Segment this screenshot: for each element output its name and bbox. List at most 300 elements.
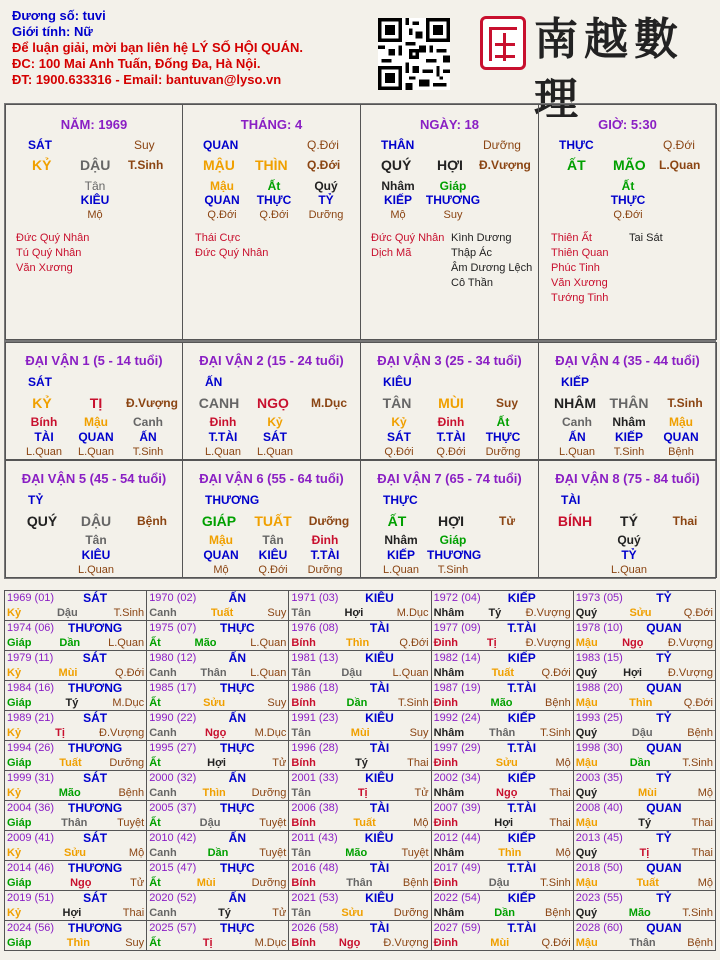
year-sao: TỶ (656, 711, 672, 725)
tang-can: Ất (621, 179, 635, 193)
year-label: 1977 (09) (433, 622, 481, 634)
dai-van-tang-sao: KIÊU (258, 548, 288, 562)
year-tt: Bệnh (402, 877, 429, 889)
year-tt: Mộ (128, 847, 145, 859)
header-info (12, 8, 303, 88)
year-cell[interactable] (431, 831, 573, 861)
year-can: Nhâm (433, 667, 465, 679)
year-can: Quý (575, 907, 598, 919)
pillar-chi-right: Q.Đới (307, 158, 341, 172)
dai-van-tang-tt: L.Quan (256, 446, 294, 458)
pillar-chi-right: T.Sinh (128, 158, 164, 172)
year-tt: Thai (549, 787, 571, 799)
year-can: Đinh (433, 937, 459, 949)
year-chi: Dần (629, 757, 651, 769)
year-chi: Ngọ (70, 877, 92, 889)
pillar-notes: Thái Cực Đức Quý Nhân (195, 232, 269, 259)
consult-line: Để luận giải, mời bạn liên hệ LÝ SỐ HỘI QUÁN. (12, 40, 303, 55)
year-cell[interactable] (573, 621, 715, 651)
dai-van-tang-tt: Q.Đới (436, 446, 466, 458)
year-sao: THỰC (220, 681, 255, 695)
dai-van-tang-tt: Mộ (213, 564, 229, 576)
year-tt: Bệnh (687, 937, 713, 949)
year-tt: Bệnh (118, 787, 145, 799)
dai-van-tang-can: Ất (496, 415, 510, 429)
pillar-title: GIỜ: 5:30 (598, 117, 657, 132)
year-can: Mậu (575, 697, 598, 709)
year-chi: Mùi (637, 787, 657, 799)
dai-van-tang-sao: QUAN (203, 548, 239, 562)
year-can: Kỷ (7, 787, 22, 799)
year-cell[interactable] (431, 801, 573, 831)
dai-van-chi: MÙI (438, 395, 464, 411)
year-chi: Tý (65, 697, 79, 709)
gender: Giới tính: Nữ (12, 24, 93, 39)
year-cell[interactable] (289, 831, 431, 861)
dai-van-tang-sao: KIÊU (81, 548, 111, 562)
year-label: 1970 (02) (149, 592, 197, 604)
pillar-sao-left: QUAN (203, 138, 239, 152)
year-cell[interactable] (5, 861, 147, 891)
dai-van-tang-tt: L.Quan (382, 564, 420, 576)
year-tt: T.Sinh (682, 907, 713, 919)
year-sao: ẤN (228, 711, 246, 725)
year-can: Ất (149, 817, 161, 829)
year-tt: M.Dục (254, 937, 287, 949)
dai-van-tang-sao: T.TÀI (436, 430, 466, 444)
luu-nien-table (4, 590, 716, 951)
dai-van-tang-sao: SÁT (387, 430, 411, 444)
year-cell[interactable] (147, 621, 289, 651)
year-chi: Tị (202, 937, 213, 949)
year-can: Giáp (7, 937, 32, 949)
year-cell[interactable] (431, 891, 573, 921)
pillars-grid (4, 103, 716, 341)
year-chi: Dậu (341, 667, 363, 679)
year-sao: KIẾP (507, 891, 536, 905)
year-cell[interactable] (147, 651, 289, 681)
year-cell[interactable] (147, 801, 289, 831)
year-cell[interactable] (431, 591, 573, 621)
year-cell[interactable] (573, 711, 715, 741)
year-cell[interactable] (289, 801, 431, 831)
year-cell[interactable] (431, 921, 573, 951)
year-chi: Dậu (488, 877, 510, 889)
year-label: 1979 (11) (7, 652, 54, 664)
year-chi: Mão (628, 907, 651, 919)
year-cell[interactable] (5, 801, 147, 831)
year-tt: M.Dục (254, 727, 287, 739)
year-label: 2019 (51) (7, 892, 55, 904)
pillar-sao-right: Dưỡng (483, 138, 521, 152)
year-cell[interactable] (573, 831, 715, 861)
dai-van-title: ĐẠI VẬN 2 (15 - 24 tuổi) (199, 353, 344, 368)
dai-van-tt: T.Sinh (667, 396, 703, 410)
tang-sao: THỰC (610, 193, 646, 207)
year-label: 1994 (26) (7, 742, 55, 754)
year-tt: Tuyệt (117, 817, 145, 829)
year-chi: Thìn (66, 937, 90, 949)
year-tt: Q.Đới (683, 607, 713, 619)
year-sao: KIÊU (365, 651, 394, 665)
year-sao: TÀI (369, 801, 390, 815)
year-tt: Thai (691, 847, 713, 859)
pillar-ngay (360, 104, 539, 340)
year-chi: Mùi (490, 937, 510, 949)
dai-van-can: KỶ (32, 395, 52, 411)
dai-van-tang-can: Nhâm (384, 533, 418, 547)
dai-van-tang-tt: L.Quan (77, 446, 115, 458)
year-can: Quý (575, 607, 598, 619)
year-sao: THỰC (220, 861, 255, 875)
dai-van-2 (182, 342, 361, 460)
year-tt: Suy (125, 937, 145, 949)
year-cell[interactable] (289, 681, 431, 711)
year-cell[interactable] (431, 741, 573, 771)
year-cell[interactable] (5, 921, 147, 951)
tang-can: Nhâm (381, 179, 415, 193)
year-cell[interactable] (147, 831, 289, 861)
year-cell[interactable] (289, 591, 431, 621)
year-can: Nhâm (433, 727, 465, 739)
dai-van-tang-can: Đinh (311, 533, 339, 547)
year-can: Giáp (7, 697, 32, 709)
tang-tt: Q.Đới (259, 209, 289, 221)
year-cell[interactable] (289, 621, 431, 651)
dai-van-tang-can: Canh (562, 415, 592, 429)
year-chi: Tị (55, 727, 65, 739)
dai-van-7 (360, 460, 539, 578)
year-chi: Thìn (345, 637, 370, 649)
year-label: 2021 (53) (291, 892, 339, 904)
year-cell[interactable] (5, 591, 147, 621)
pillar-can: MẬU (203, 157, 235, 173)
year-can: Đinh (433, 817, 459, 829)
year-can: Đinh (433, 637, 459, 649)
dai-van-sao: SÁT (28, 375, 52, 389)
dai-van-tang-can: Đinh (209, 415, 237, 429)
year-label: 2009 (41) (7, 832, 55, 844)
dai-van-tang-sao: KIẾP (386, 548, 415, 562)
year-label: 1997 (29) (433, 742, 481, 754)
year-label: 1973 (05) (575, 592, 623, 604)
pillar-notes-right: Tai Sát (629, 232, 663, 244)
year-sao: KIÊU (365, 591, 394, 605)
year-cell[interactable] (431, 771, 573, 801)
year-cell[interactable] (5, 621, 147, 651)
year-tt: Dưỡng (251, 877, 287, 889)
dai-van-tang-sao: ẤN (139, 430, 157, 444)
year-sao: THỰC (220, 621, 255, 635)
year-can: Mậu (575, 877, 598, 889)
year-can: Đinh (433, 877, 459, 889)
year-cell[interactable] (147, 771, 289, 801)
dai-van-tang-tt: Bệnh (668, 446, 694, 458)
year-chi: Tị (357, 787, 368, 799)
dai-van-8 (538, 460, 717, 578)
dai-van-sao: THỰC (383, 493, 418, 507)
pillar-title: THÁNG: 4 (240, 117, 303, 132)
year-cell[interactable] (289, 741, 431, 771)
dai-van-tang-can: Tân (262, 533, 284, 547)
dai-van-title: ĐẠI VẬN 5 (45 - 54 tuổi) (21, 471, 167, 486)
year-tt: T.Sinh (113, 607, 145, 619)
tang-can: Mậu (210, 179, 234, 193)
dai-van-tang-sao: SÁT (263, 430, 287, 444)
dai-van-can: ẤT (387, 513, 407, 529)
year-sao: T.TÀI (507, 741, 537, 755)
year-chi: Thìn (202, 787, 226, 799)
year-cell[interactable] (573, 801, 715, 831)
year-sao: QUAN (646, 741, 682, 755)
year-tt: T.Sinh (397, 697, 429, 709)
year-chi: Thân (629, 937, 656, 949)
year-sao: THƯƠNG (68, 621, 123, 635)
year-tt: Thai (122, 907, 145, 919)
dai-van-tang-can: Kỷ (267, 415, 283, 429)
year-cell[interactable] (5, 681, 147, 711)
year-chi: Mão (58, 787, 81, 799)
year-tt: M.Dục (396, 607, 429, 619)
year-tt: Bệnh (687, 727, 713, 739)
year-cell[interactable] (573, 591, 715, 621)
year-chi: Hợi (62, 907, 82, 919)
year-cell[interactable] (5, 831, 147, 861)
year-tt: Q.Đới (399, 637, 429, 649)
dai-van-chi: NGỌ (257, 395, 289, 411)
table-row (5, 681, 716, 711)
year-cell[interactable] (147, 861, 289, 891)
year-chi: Dậu (631, 727, 653, 739)
year-can: Canh (149, 907, 177, 919)
year-cell[interactable] (5, 651, 147, 681)
year-sao: KIẾP (507, 651, 536, 665)
year-can: Mậu (575, 937, 598, 949)
pillar-sao-left: THỰC (559, 138, 594, 152)
dai-van-title: ĐẠI VẬN 3 (25 - 34 tuổi) (377, 353, 522, 368)
year-cell[interactable] (289, 771, 431, 801)
year-label: 1984 (16) (7, 682, 55, 694)
dai-van-sao: ẤN (205, 375, 223, 389)
year-chi: Dần (346, 697, 368, 709)
dai-van-tt: Thai (672, 514, 698, 528)
year-cell[interactable] (573, 771, 715, 801)
year-label: 2001 (33) (291, 772, 339, 784)
dai-van-tang-tt: L.Quan (610, 564, 648, 576)
year-chi: Dậu (199, 817, 221, 829)
year-tt: Đ.Vượng (383, 937, 429, 949)
dai-van-tang-sao: T.TÀI (208, 430, 238, 444)
year-cell[interactable] (147, 741, 289, 771)
year-can: Bính (291, 697, 316, 709)
year-cell[interactable] (289, 891, 431, 921)
year-sao: KIÊU (364, 831, 394, 845)
year-label: 2027 (59) (433, 922, 481, 934)
year-tt: Tử (272, 907, 287, 919)
dai-van-title: ĐẠI VẬN 8 (75 - 84 tuổi) (555, 471, 700, 486)
dai-van-tang-can: Kỷ (391, 415, 407, 429)
year-tt: Tuyệt (259, 847, 287, 859)
dai-van-tang-tt: T.Sinh (132, 446, 164, 458)
dai-van-tang-can: Đinh (437, 415, 465, 429)
year-cell[interactable] (147, 711, 289, 741)
year-chi: Sửu (203, 697, 226, 709)
dai-van-tang-can: Quý (617, 533, 641, 547)
year-cell[interactable] (289, 921, 431, 951)
year-can: Đinh (433, 757, 459, 769)
qr-code-icon[interactable] (378, 18, 450, 90)
seal-icon (480, 16, 526, 70)
year-sao: THỰC (220, 741, 255, 755)
pillar-nam (5, 104, 183, 340)
year-chi: Mùi (196, 877, 216, 889)
year-can: Kỷ (7, 907, 22, 919)
year-chi: Ngọ (204, 727, 227, 739)
year-label: 1980 (12) (149, 652, 197, 664)
year-tt: Tuyệt (259, 817, 287, 829)
year-sao: THƯƠNG (68, 801, 123, 815)
year-chi: Hợi (344, 607, 364, 619)
dai-van-tang-can: Mậu (209, 533, 233, 547)
year-label: 1991 (23) (291, 712, 339, 724)
year-tt: L.Quan (250, 637, 287, 649)
year-chi: Mão (194, 637, 217, 649)
year-sao: TÀI (369, 921, 390, 935)
year-tt: Q.Đới (683, 697, 713, 709)
year-tt: Thai (691, 817, 713, 829)
pillar-can: ẤT (567, 157, 586, 173)
year-label: 2010 (42) (149, 832, 197, 844)
year-cell[interactable] (5, 741, 147, 771)
year-label: 1996 (28) (291, 742, 339, 754)
year-label: 1976 (08) (291, 622, 339, 634)
year-cell[interactable] (5, 771, 147, 801)
year-sao: QUAN (646, 681, 682, 695)
year-can: Canh (149, 847, 177, 859)
year-chi: Tý (488, 607, 502, 619)
dai-van-tang-tt: T.Sinh (437, 564, 469, 576)
year-label: 2014 (46) (7, 862, 55, 874)
year-can: Giáp (7, 637, 32, 649)
year-tt: Tuyệt (401, 847, 429, 859)
year-chi: Sửu (63, 847, 86, 859)
tang-tt: Mộ (87, 209, 103, 221)
year-tt: Tử (414, 787, 429, 799)
year-cell[interactable] (431, 861, 573, 891)
dai-van-grid (4, 341, 716, 579)
year-can: Kỷ (7, 667, 22, 679)
pillar-sao-left: SÁT (28, 138, 52, 152)
dai-van-title: ĐẠI VẬN 1 (5 - 14 tuổi) (25, 353, 163, 368)
year-label: 2022 (54) (433, 892, 481, 904)
year-tt: Q.Đới (541, 667, 571, 679)
year-label: 1982 (14) (433, 652, 481, 664)
table-row (5, 741, 716, 771)
year-sao: SÁT (83, 591, 108, 605)
year-can: Nhâm (433, 787, 465, 799)
year-cell[interactable] (5, 711, 147, 741)
year-can: Ất (149, 937, 161, 949)
year-cell[interactable] (289, 711, 431, 741)
year-cell[interactable] (289, 651, 431, 681)
year-cell[interactable] (147, 891, 289, 921)
dai-van-tang-tt: Dưỡng (485, 446, 521, 458)
dai-van-tang-tt: Q.Đới (384, 446, 414, 458)
year-label: 1971 (03) (291, 592, 339, 604)
year-cell[interactable] (573, 681, 715, 711)
year-cell[interactable] (431, 681, 573, 711)
pillar-notes: Đức Quý Nhân Dịch Mã (371, 232, 445, 259)
tang-sao: TỶ (318, 193, 334, 207)
year-cell[interactable] (147, 591, 289, 621)
dai-van-tt: M.Dục (311, 396, 347, 410)
year-cell[interactable] (573, 921, 715, 951)
year-label: 1975 (07) (149, 622, 197, 634)
year-sao: ẤN (228, 651, 246, 665)
dai-van-chi: TUẤT (254, 513, 292, 529)
year-chi: Dậu (56, 607, 78, 619)
year-sao: THƯƠNG (68, 681, 123, 695)
tang-sao: THỰC (256, 193, 292, 207)
year-can: Tân (291, 847, 311, 859)
year-sao: T.TÀI (507, 921, 537, 935)
year-cell[interactable] (147, 921, 289, 951)
year-label: 2028 (60) (575, 922, 623, 934)
year-cell[interactable] (289, 861, 431, 891)
dai-van-6 (182, 460, 361, 578)
dai-van-tang-tt: L.Quan (25, 446, 63, 458)
year-label: 1972 (04) (433, 592, 481, 604)
year-tt: Dưỡng (109, 757, 145, 769)
table-row (5, 651, 716, 681)
year-tt: Đ.Vượng (525, 607, 571, 619)
year-chi: Thân (346, 877, 373, 889)
tang-can: Giáp (439, 179, 467, 193)
year-cell[interactable] (431, 711, 573, 741)
year-sao: KIẾP (507, 711, 536, 725)
year-cell[interactable] (573, 741, 715, 771)
tang-tt: Q.Đới (613, 209, 643, 221)
year-label: 1995 (27) (149, 742, 197, 754)
dai-van-tang-sao: T.TÀI (310, 548, 340, 562)
year-sao: T.TÀI (507, 621, 537, 635)
year-sao: SÁT (82, 651, 107, 665)
year-can: Kỷ (7, 727, 22, 739)
year-cell[interactable] (431, 621, 573, 651)
year-label: 2007 (39) (433, 802, 481, 814)
year-chi: Dần (207, 847, 229, 859)
year-cell[interactable] (573, 861, 715, 891)
year-sao: TÀI (369, 741, 390, 755)
year-label: 1978 (10) (575, 622, 623, 634)
year-sao: TỶ (656, 651, 672, 665)
dai-van-tang-tt: Dưỡng (307, 564, 343, 576)
year-can: Tân (291, 787, 311, 799)
year-cell[interactable] (573, 891, 715, 921)
dai-van-can: GIÁP (201, 513, 237, 529)
year-cell[interactable] (573, 651, 715, 681)
year-cell[interactable] (147, 681, 289, 711)
dai-van-tang-sao: ẤN (568, 430, 586, 444)
pillar-sao-right: Q.Đới (307, 138, 339, 152)
dai-van-tt: Dưỡng (308, 514, 350, 528)
dai-van-tang-sao: QUAN (663, 430, 699, 444)
year-cell[interactable] (5, 891, 147, 921)
dai-van-tang-tt: T.Sinh (613, 446, 645, 458)
year-tt: L.Quan (250, 667, 287, 679)
year-cell[interactable] (431, 651, 573, 681)
dai-van-5 (5, 460, 183, 578)
